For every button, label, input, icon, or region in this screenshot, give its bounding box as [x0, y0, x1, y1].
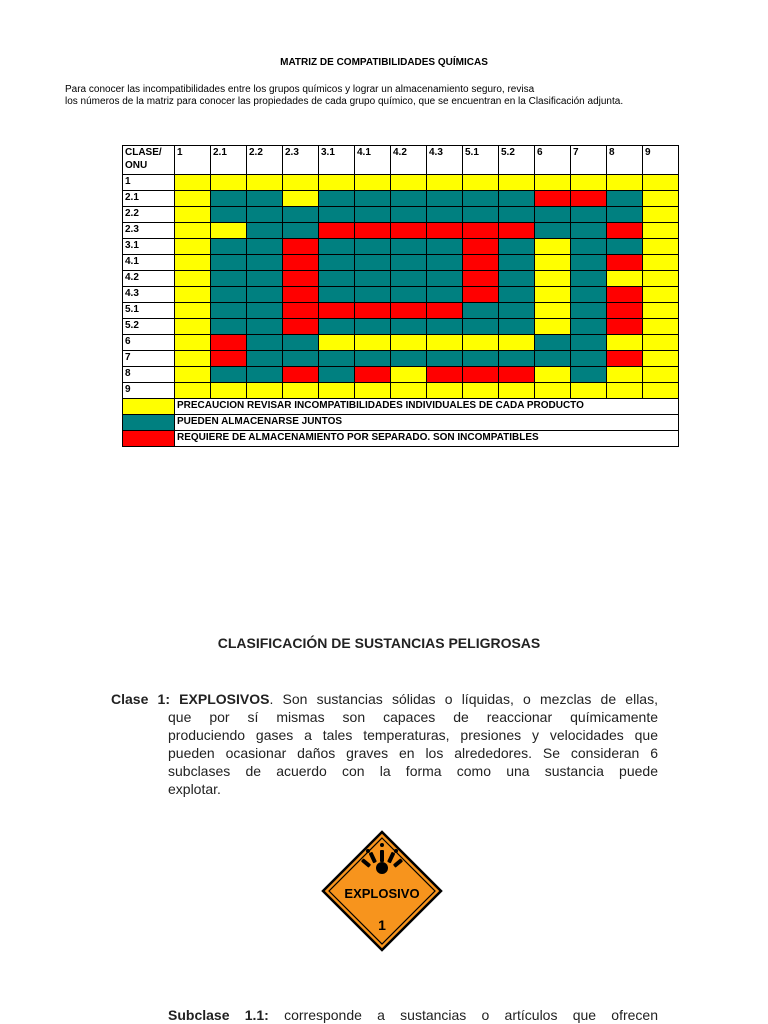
matrix-cell [283, 335, 319, 351]
matrix-cell [283, 255, 319, 271]
matrix-col-header: 2.3 [283, 146, 319, 175]
matrix-cell [499, 255, 535, 271]
clase1-line-1: Clase 1: EXPLOSIVOS. Son sustancias sólidas o líquidas, o mezclas de ellas, [111, 691, 658, 707]
matrix-cell [571, 191, 607, 207]
matrix-cell [211, 319, 247, 335]
legend-row [123, 431, 679, 447]
matrix-cell [175, 223, 211, 239]
matrix-cell [499, 239, 535, 255]
matrix-cell [571, 223, 607, 239]
matrix-cell [535, 239, 571, 255]
matrix-cell [535, 207, 571, 223]
matrix-cell [571, 271, 607, 287]
matrix-col-header: 6 [535, 146, 571, 175]
matrix-col-header: 4.1 [355, 146, 391, 175]
matrix-cell [427, 207, 463, 223]
matrix-cell [571, 303, 607, 319]
matrix-cell [319, 351, 355, 367]
matrix-cell [607, 239, 643, 255]
matrix-cell [643, 271, 679, 287]
matrix-cell [427, 287, 463, 303]
sign-label: EXPLOSIVO [344, 886, 420, 901]
matrix-row-label: 1 [123, 175, 175, 191]
matrix-cell [175, 367, 211, 383]
matrix-cell [607, 287, 643, 303]
matrix-cell [463, 367, 499, 383]
matrix-cell [319, 367, 355, 383]
legend-swatch [123, 415, 175, 431]
matrix-cell [643, 175, 679, 191]
matrix-col-header: 4.3 [427, 146, 463, 175]
matrix-cell [175, 319, 211, 335]
matrix-cell [175, 239, 211, 255]
matrix-cell [427, 383, 463, 399]
matrix-cell [355, 319, 391, 335]
matrix-cell [283, 383, 319, 399]
matrix-cell [535, 287, 571, 303]
legend-swatch [123, 399, 175, 415]
matrix-cell [211, 207, 247, 223]
matrix-cell [463, 319, 499, 335]
matrix-cell [355, 191, 391, 207]
matrix-cell [607, 175, 643, 191]
matrix-row [123, 351, 679, 367]
matrix-cell [607, 319, 643, 335]
intro-paragraph [65, 84, 745, 108]
matrix-row-label: 6 [123, 335, 175, 351]
matrix-cell [355, 383, 391, 399]
matrix-cell [571, 207, 607, 223]
matrix-cell [211, 239, 247, 255]
matrix-cell [247, 175, 283, 191]
matrix-cell [391, 255, 427, 271]
matrix-cell [427, 351, 463, 367]
matrix-cell [283, 287, 319, 303]
matrix-cell [175, 175, 211, 191]
matrix-cell [355, 175, 391, 191]
matrix-cell [499, 303, 535, 319]
matrix-cell [463, 287, 499, 303]
matrix-row-label: 2.1 [123, 191, 175, 207]
matrix-cell [319, 271, 355, 287]
matrix-row-label: 4.3 [123, 287, 175, 303]
matrix-cell [391, 287, 427, 303]
matrix-cell [463, 223, 499, 239]
matrix-cell [463, 207, 499, 223]
matrix-cell [211, 223, 247, 239]
matrix-cell [211, 367, 247, 383]
matrix-cell [391, 383, 427, 399]
matrix-cell [211, 335, 247, 351]
matrix-cell [499, 271, 535, 287]
matrix-cell [211, 271, 247, 287]
clase1-line-3: produciendo gases a tales temperaturas, presiones y velocidades que [168, 727, 658, 743]
matrix-cell [607, 383, 643, 399]
matrix-cell [247, 367, 283, 383]
matrix-cell [211, 175, 247, 191]
matrix-cell [463, 351, 499, 367]
matrix-cell [643, 351, 679, 367]
clase1-line-2: que por sí mismas son capaces de reaccionar químicamente [168, 709, 658, 725]
legend-row [123, 399, 679, 415]
matrix-cell [607, 335, 643, 351]
matrix-cell [535, 367, 571, 383]
classification-heading: CLASIFICACIÓN DE SUSTANCIAS PELIGROSAS [217, 635, 541, 651]
matrix-row-label: 5.2 [123, 319, 175, 335]
matrix-cell [535, 271, 571, 287]
matrix-cell [283, 319, 319, 335]
matrix-cell [319, 239, 355, 255]
explosive-hazard-sign [321, 830, 443, 952]
matrix-cell [607, 351, 643, 367]
matrix-row-label: 2.3 [123, 223, 175, 239]
matrix-cell [643, 239, 679, 255]
matrix-cell [391, 191, 427, 207]
clase1-line-5: subclases de acuerdo con la forma como una sustancia puede [168, 763, 658, 779]
matrix-col-header: 5.2 [499, 146, 535, 175]
matrix-cell [391, 223, 427, 239]
matrix-cell [427, 239, 463, 255]
compatibility-matrix [122, 145, 679, 447]
matrix-cell [607, 207, 643, 223]
matrix-cell [211, 191, 247, 207]
matrix-cell [355, 239, 391, 255]
matrix-cell [247, 223, 283, 239]
matrix-cell [535, 175, 571, 191]
legend-text: PUEDEN ALMACENARSE JUNTOS [175, 415, 679, 431]
matrix-cell [535, 303, 571, 319]
matrix-cell [463, 383, 499, 399]
matrix-cell [463, 239, 499, 255]
matrix-cell [283, 351, 319, 367]
matrix-cell [427, 367, 463, 383]
clase1-line-6: explotar. [168, 781, 221, 797]
matrix-cell [355, 271, 391, 287]
matrix-cell [571, 239, 607, 255]
legend-row [123, 415, 679, 431]
matrix-cell [571, 367, 607, 383]
clase1-line-4: pueden ocasionar daños graves en los alrededores. Se consideran 6 [168, 745, 658, 761]
matrix-cell [247, 207, 283, 223]
matrix-col-header: 3.1 [319, 146, 355, 175]
matrix-col-header: 7 [571, 146, 607, 175]
matrix-cell [427, 319, 463, 335]
matrix-col-header: 9 [643, 146, 679, 175]
matrix-cell [499, 319, 535, 335]
legend-swatch [123, 431, 175, 447]
matrix-row [123, 303, 679, 319]
matrix-cell [391, 239, 427, 255]
matrix-row-label: 5.1 [123, 303, 175, 319]
matrix-cell [499, 287, 535, 303]
matrix-cell [643, 303, 679, 319]
matrix-cell [391, 175, 427, 191]
matrix-cell [427, 335, 463, 351]
matrix-row [123, 175, 679, 191]
matrix-cell [211, 303, 247, 319]
matrix-cell [175, 287, 211, 303]
matrix-cell [499, 351, 535, 367]
matrix-cell [355, 223, 391, 239]
matrix-cell [319, 303, 355, 319]
matrix-row-label: 2.2 [123, 207, 175, 223]
matrix-cell [535, 223, 571, 239]
matrix-cell [391, 367, 427, 383]
matrix-cell [283, 223, 319, 239]
matrix-cell [391, 319, 427, 335]
matrix-row [123, 223, 679, 239]
sign-number: 1 [378, 917, 386, 933]
matrix-cell [571, 175, 607, 191]
matrix-cell [535, 191, 571, 207]
matrix-cell [175, 351, 211, 367]
matrix-cell [463, 175, 499, 191]
matrix-cell [247, 383, 283, 399]
matrix-cell [643, 223, 679, 239]
matrix-cell [319, 207, 355, 223]
matrix-cell [499, 223, 535, 239]
matrix-cell [607, 367, 643, 383]
matrix-cell [535, 255, 571, 271]
matrix-cell [319, 383, 355, 399]
matrix-row [123, 367, 679, 383]
matrix-cell [319, 255, 355, 271]
matrix-cell [355, 303, 391, 319]
matrix-cell [391, 351, 427, 367]
matrix-cell [643, 335, 679, 351]
matrix-cell [319, 175, 355, 191]
matrix-cell [499, 335, 535, 351]
matrix-cell [283, 239, 319, 255]
matrix-cell [355, 255, 391, 271]
matrix-cell [175, 303, 211, 319]
matrix-cell [175, 271, 211, 287]
matrix-title: MATRIZ DE COMPATIBILIDADES QUÍMICAS [280, 57, 488, 68]
matrix-row [123, 207, 679, 223]
matrix-cell [391, 303, 427, 319]
matrix-cell [247, 271, 283, 287]
matrix-cell [607, 255, 643, 271]
matrix-cell [175, 191, 211, 207]
matrix-cell [499, 207, 535, 223]
matrix-cell [391, 271, 427, 287]
matrix-col-header: 8 [607, 146, 643, 175]
matrix-cell [391, 207, 427, 223]
matrix-cell [319, 319, 355, 335]
matrix-cell [643, 319, 679, 335]
matrix-cell [283, 367, 319, 383]
matrix-row-label: 3.1 [123, 239, 175, 255]
matrix-cell [427, 175, 463, 191]
matrix-cell [319, 335, 355, 351]
matrix-cell [607, 271, 643, 287]
matrix-cell [319, 191, 355, 207]
matrix-cell [571, 255, 607, 271]
matrix-cell [463, 335, 499, 351]
matrix-row [123, 239, 679, 255]
matrix-cell [175, 383, 211, 399]
matrix-cell [283, 303, 319, 319]
matrix-cell [211, 255, 247, 271]
matrix-row [123, 383, 679, 399]
matrix-row-label: 9 [123, 383, 175, 399]
matrix-cell [175, 255, 211, 271]
matrix-corner-label: CLASE/ ONU [123, 146, 175, 175]
matrix-cell [571, 319, 607, 335]
matrix-col-header: 2.1 [211, 146, 247, 175]
matrix-cell [247, 255, 283, 271]
legend-text: REQUIERE DE ALMACENAMIENTO POR SEPARADO. SON INCOMPATIBLES [175, 431, 679, 447]
matrix-cell [283, 207, 319, 223]
matrix-cell [427, 191, 463, 207]
matrix-cell [247, 351, 283, 367]
matrix-cell [211, 383, 247, 399]
matrix-cell [535, 383, 571, 399]
matrix-row-label: 4.1 [123, 255, 175, 271]
matrix-cell [643, 191, 679, 207]
matrix-cell [247, 287, 283, 303]
matrix-cell [355, 207, 391, 223]
matrix-row [123, 319, 679, 335]
matrix-cell [211, 287, 247, 303]
matrix-row-label: 4.2 [123, 271, 175, 287]
matrix-cell [175, 207, 211, 223]
matrix-cell [247, 303, 283, 319]
matrix-cell [571, 351, 607, 367]
matrix-cell [535, 319, 571, 335]
matrix-cell [247, 191, 283, 207]
matrix-cell [283, 271, 319, 287]
matrix-cell [463, 303, 499, 319]
matrix-cell [643, 383, 679, 399]
matrix-cell [607, 191, 643, 207]
matrix-col-header: 1 [175, 146, 211, 175]
matrix-cell [571, 383, 607, 399]
matrix-cell [247, 335, 283, 351]
matrix-cell [643, 367, 679, 383]
matrix-row-label: 7 [123, 351, 175, 367]
matrix-cell [247, 239, 283, 255]
matrix-cell [499, 367, 535, 383]
matrix-cell [427, 271, 463, 287]
matrix-cell [247, 319, 283, 335]
matrix-cell [175, 335, 211, 351]
matrix-cell [535, 335, 571, 351]
intro-line-2: los números de la matriz para conocer las propiedades de cada grupo químico, que se encuentran en la Clasificación adjunta. [65, 96, 624, 107]
clase1-paragraph [111, 690, 658, 798]
intro-line-1: Para conocer las incompatibilidades entre los grupos químicos y lograr un almacenamiento seguro, revisa [65, 84, 535, 95]
matrix-cell [463, 255, 499, 271]
matrix-cell [571, 335, 607, 351]
matrix-cell [355, 367, 391, 383]
matrix-cell [643, 287, 679, 303]
matrix-row [123, 271, 679, 287]
matrix-cell [571, 287, 607, 303]
matrix-cell [499, 191, 535, 207]
legend-text: PRECAUCION REVISAR INCOMPATIBILIDADES INDIVIDUALES DE CADA PRODUCTO [175, 399, 679, 415]
matrix-cell [499, 383, 535, 399]
matrix-cell [283, 191, 319, 207]
matrix-col-header: 2.2 [247, 146, 283, 175]
matrix-cell [607, 223, 643, 239]
matrix-cell [391, 335, 427, 351]
matrix-row-label: 8 [123, 367, 175, 383]
matrix-row [123, 287, 679, 303]
matrix-cell [607, 303, 643, 319]
matrix-cell [535, 351, 571, 367]
subclase-text: corresponde a sustancias o artículos que ofrecen [268, 1007, 658, 1023]
matrix-row [123, 255, 679, 271]
matrix-cell [643, 255, 679, 271]
matrix-cell [427, 303, 463, 319]
subclase-paragraph [168, 1006, 658, 1024]
matrix-cell [427, 255, 463, 271]
matrix-cell [427, 223, 463, 239]
matrix-cell [499, 175, 535, 191]
matrix-cell [283, 175, 319, 191]
matrix-cell [355, 351, 391, 367]
matrix-cell [319, 223, 355, 239]
matrix-row [123, 191, 679, 207]
subclase-label: Subclase 1.1: [168, 1007, 269, 1023]
matrix-col-header: 5.1 [463, 146, 499, 175]
matrix-row [123, 335, 679, 351]
clase1-label: Clase 1: EXPLOSIVOS [111, 691, 270, 707]
matrix-cell [355, 335, 391, 351]
matrix-cell [355, 287, 391, 303]
matrix-cell [319, 287, 355, 303]
matrix-cell [463, 271, 499, 287]
matrix-col-header: 4.2 [391, 146, 427, 175]
matrix-cell [463, 191, 499, 207]
matrix-cell [211, 351, 247, 367]
matrix-cell [643, 207, 679, 223]
